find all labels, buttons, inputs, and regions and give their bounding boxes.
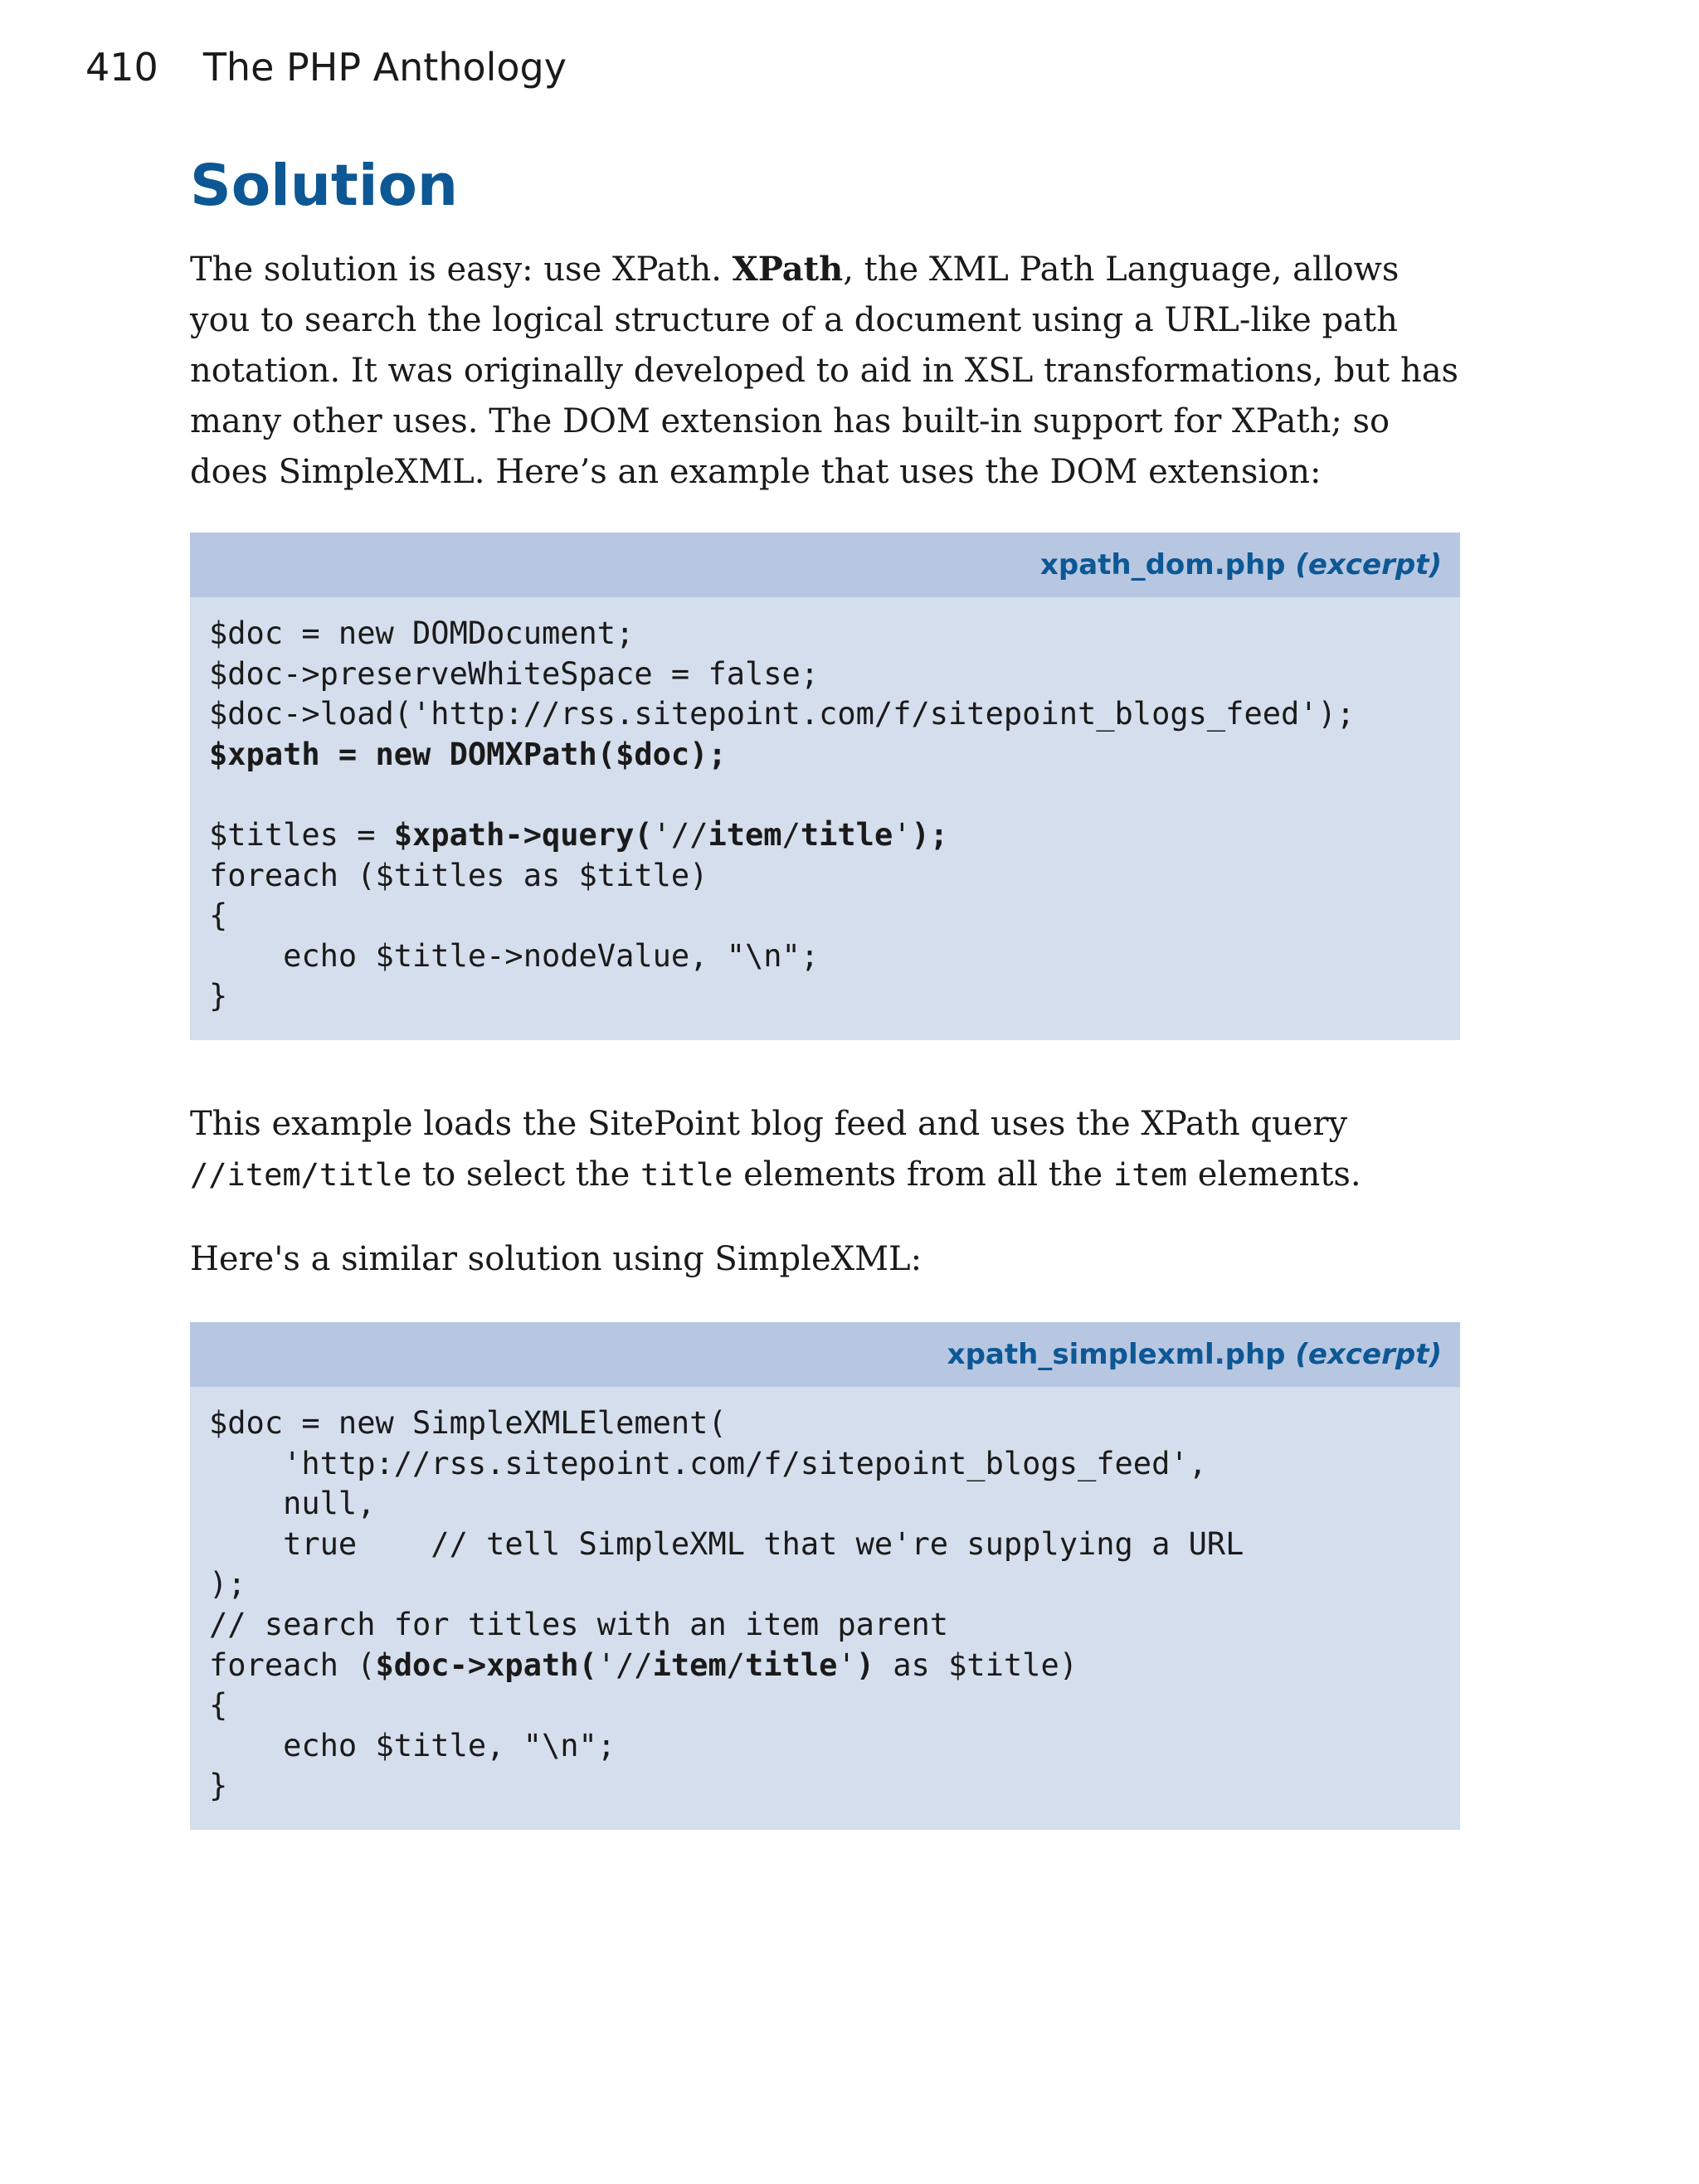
- code-token: '//: [596, 1647, 653, 1683]
- code-token-highlighted: title: [800, 816, 893, 853]
- code-token: $titles =: [209, 816, 394, 853]
- code-listing-xpath-simplexml: [190, 1322, 1460, 1830]
- book-title: The PHP Anthology: [202, 45, 567, 90]
- code-caption: [190, 533, 1460, 597]
- code-line: true // tell SimpleXML that we're supplying a URL: [209, 1525, 1244, 1562]
- code-line: }: [209, 1768, 228, 1804]
- code-caption: [190, 1322, 1460, 1387]
- page-number: 410: [85, 45, 158, 90]
- running-header: [85, 45, 567, 90]
- code-line: 'http://rss.sitepoint.com/f/sitepoint_blogs_feed',: [209, 1445, 1207, 1481]
- text-run: The solution is easy: use XPath.: [190, 251, 733, 289]
- code-line: $doc = new DOMDocument;: [209, 615, 635, 651]
- code-token: /: [781, 816, 801, 853]
- code-token: /: [726, 1647, 746, 1683]
- code-token-highlighted: $xpath->query(: [393, 816, 653, 853]
- code-line: {: [209, 1687, 228, 1724]
- inline-code: //item/title: [190, 1157, 412, 1193]
- inline-code: title: [640, 1157, 733, 1193]
- code-line: }: [209, 978, 228, 1014]
- code-line-highlighted: $xpath = new DOMXPath($doc);: [209, 736, 727, 772]
- text-run: elements from all the: [733, 1155, 1113, 1194]
- code-token-highlighted: title: [745, 1647, 838, 1683]
- code-token-highlighted: item: [652, 1647, 727, 1683]
- code-line: echo $title, "\n";: [209, 1727, 616, 1763]
- code-token: ': [837, 1647, 856, 1683]
- code-line: {: [209, 897, 228, 934]
- code-line: null,: [209, 1486, 376, 1522]
- inline-code: item: [1112, 1157, 1188, 1193]
- code-line: $doc->preserveWhiteSpace = false;: [209, 655, 820, 692]
- text-run: , the XML Path Language, allows you to search the logical structure of a document using a URL-like path notation. It was originally developed to aid in XSL transformations, but has many other uses. The DOM extension has built-in support for XPath; so does SimpleXML. Here’s an example that uses the DOM extension:: [190, 251, 1459, 491]
- code-token-highlighted: );: [911, 816, 949, 853]
- text-run: elements.: [1187, 1155, 1361, 1194]
- code-token: as $title): [874, 1647, 1078, 1683]
- code-filename: xpath_dom.php: [1039, 548, 1286, 581]
- code-filename: xpath_simplexml.php: [947, 1338, 1286, 1371]
- code-body: [190, 597, 1460, 1017]
- section-heading: Solution: [190, 153, 459, 219]
- code-body: [190, 1387, 1460, 1807]
- code-excerpt-note: (excerpt): [1295, 548, 1442, 581]
- code-listing-xpath-dom: [190, 533, 1460, 1040]
- code-token-highlighted: ): [855, 1647, 874, 1683]
- code-token: '//: [652, 816, 708, 853]
- code-token-highlighted: item: [708, 816, 782, 853]
- text-run: to select the: [411, 1155, 640, 1194]
- code-line: $doc->load('http://rss.sitepoint.com/f/sitepoint_blogs_feed');: [209, 696, 1356, 732]
- code-token: foreach (: [209, 1647, 376, 1683]
- explanation-paragraph: [190, 1099, 1459, 1200]
- code-line: $doc = new SimpleXMLElement(: [209, 1405, 727, 1441]
- code-line: );: [209, 1566, 246, 1603]
- term-xpath: XPath: [732, 250, 844, 289]
- text-run: This example loads the SitePoint blog feed and uses the XPath query: [190, 1105, 1348, 1143]
- code-line: foreach ($titles as $title): [209, 857, 708, 893]
- code-line: echo $title->nodeValue, "\n";: [209, 937, 820, 974]
- simplexml-intro-paragraph: Here's a similar solution using SimpleXML:: [190, 1240, 923, 1278]
- code-excerpt-note: (excerpt): [1295, 1338, 1442, 1371]
- code-token: ': [893, 816, 912, 853]
- code-comment-line: // search for titles with an item parent: [209, 1606, 949, 1642]
- intro-paragraph: [190, 244, 1459, 498]
- code-token-highlighted: $doc->xpath(: [375, 1647, 597, 1683]
